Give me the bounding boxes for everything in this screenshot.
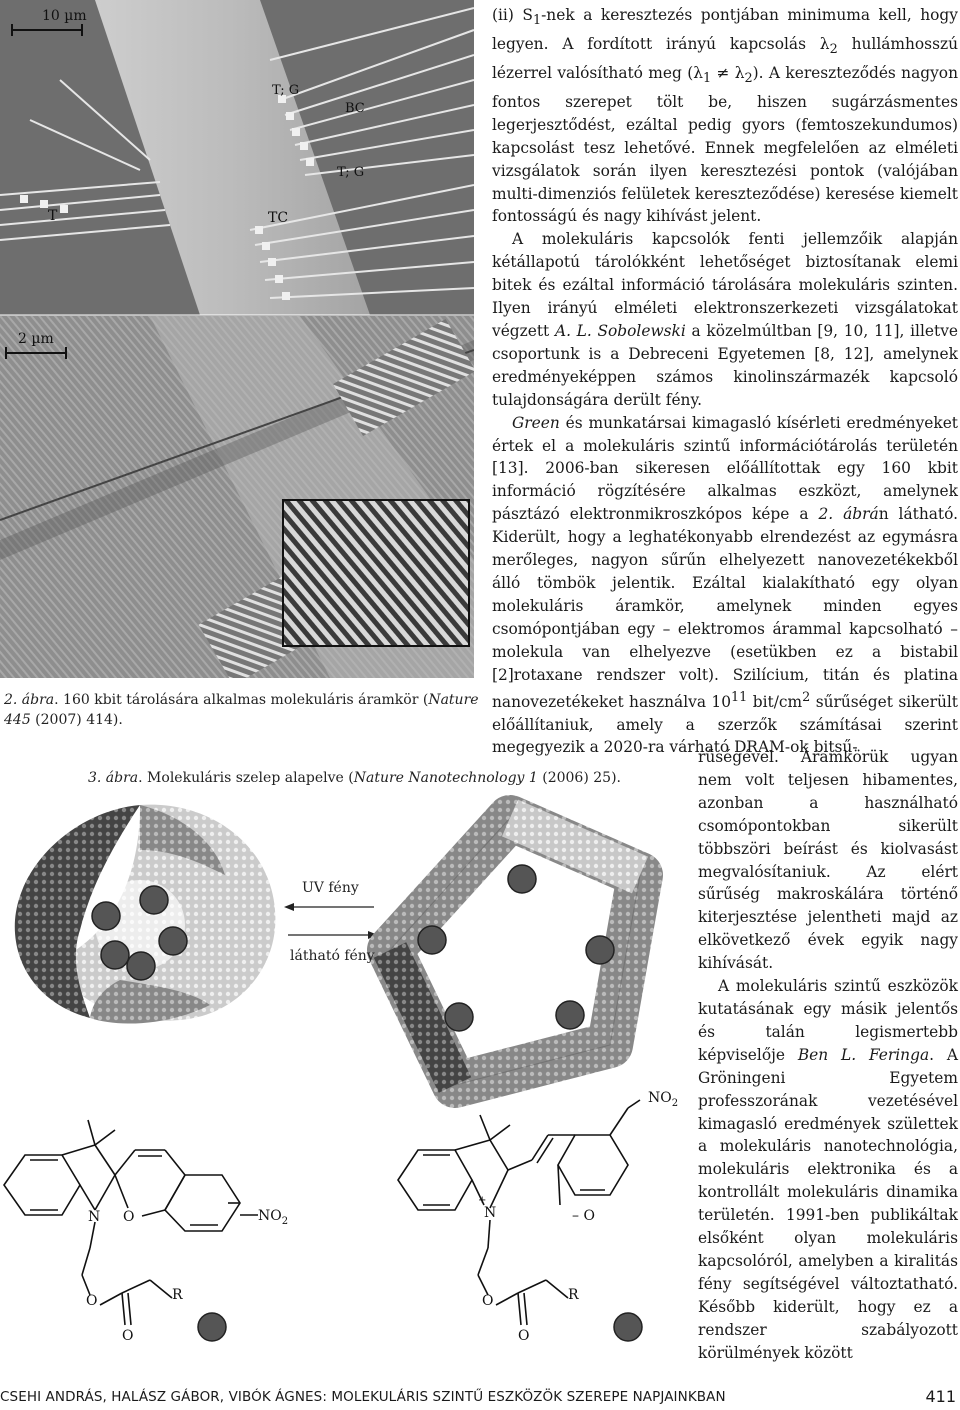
figure2-caption-journal: Nature bbox=[428, 692, 479, 708]
protein-closed bbox=[15, 805, 276, 1024]
chem-n-right: N bbox=[484, 1205, 497, 1221]
label-tc: TC bbox=[268, 210, 289, 226]
merocyanine-structure bbox=[398, 1100, 640, 1325]
body-text-lower-column bbox=[698, 746, 958, 1364]
label-tg-1: T; G bbox=[272, 83, 300, 98]
molecular-valve-figure bbox=[0, 790, 690, 1370]
chem-o-carbonyl-left: O bbox=[122, 1328, 134, 1344]
figure3-caption-journal: Nature Nanotechnology 1 bbox=[353, 770, 538, 786]
chem-o-ester-left: O bbox=[86, 1293, 98, 1309]
scale-label-top: 10 µm bbox=[42, 8, 87, 24]
visible-light-label: látható fény bbox=[290, 948, 375, 964]
figure2-caption-rest: (2007) 414). bbox=[30, 712, 123, 728]
chem-plus: + bbox=[478, 1195, 487, 1206]
chem-o-minus: – O bbox=[572, 1208, 595, 1224]
paragraph-4: A molekuláris szintű eszközök kutatásának egy másik jelentős és talán legismertebb képviselője Ben L. Feringa. A Gröningeni Egyetem professzorának vezetésével kimagasló eredmények születtek a molekuláris nanotechnológia, molekuláris elektronika és a kontrollált molekuláris dinamika területén. 1991-ben publikáltak elsőként olyan molekuláris kapcsolóról, amelyben a kiralitás fény segítségével változtatható. Később kiderült, hogy ez a rendszer szabályozott körülmények között bbox=[698, 977, 958, 1362]
ball-marker-right bbox=[614, 1313, 642, 1341]
figure3-caption-text: . Molekuláris szelep alapelve ( bbox=[138, 770, 354, 786]
chem-no2-left: $NO_2$ bbox=[258, 1208, 289, 1227]
switch-arrows bbox=[284, 903, 378, 939]
footer-authors: CSEHI ANDRÁS, HALÁSZ GÁBOR, VIBÓK ÁGNES: MOLEKULÁRIS SZINTŰ ESZKÖZÖK SZEREPE NAPJAINKBAN bbox=[0, 1389, 726, 1405]
protein-open bbox=[390, 818, 640, 1085]
figure3-caption-rest: (2006) 25). bbox=[537, 770, 621, 786]
chem-o-carbonyl-right: O bbox=[518, 1328, 530, 1344]
molecular-valve-drawing bbox=[0, 790, 690, 1370]
body-text-column bbox=[492, 4, 958, 759]
chem-no2-right: $NO_2$ bbox=[648, 1090, 679, 1109]
paragraph-3-continued: rűségével. Áramkörük ugyan nem volt teljesen hibamentes, azonban a használható csomópontokban sikerült többszöri beírást és kiolvasást megvalósítaniuk. Az elért sűrűség makroskálára történő kiterjesztése jelentheti majd az elkövetkező évek egyik nagy kihívását. bbox=[698, 748, 958, 973]
chem-r-left: R bbox=[172, 1287, 183, 1303]
paragraph-1: (ii) $S_1$-nek a keresztezés pontjában minimuma kell, hogy legyen. A fordított irányú kapcsolás $\lambda_2$ hullámhosszú lézerrel valósítható meg $(\lambda_1 \ne \lambda_2)$. A kereszteződés nagyon fontos szerepet tölt be, hiszen sugárzásmentes legerjesztődést, ezáltal pedig gyors (femtoszekundumos) kapcsolást tesz lehetővé. Ennek megfelelően az elméleti vizsgálatok során ilyen keresztezési pontok (valójában multi-dimenziós felületek kereszteződése) keresése kiemelt fontosságú és nagy kihívást jelent. bbox=[492, 6, 959, 226]
page-number: 411 bbox=[925, 1387, 956, 1406]
figure2-caption-vol: 445 bbox=[4, 712, 31, 728]
figure2-caption-text: . 160 kbit tárolására alkalmas molekuláris áramkör ( bbox=[54, 692, 429, 708]
label-tg-2: T; G bbox=[337, 165, 365, 180]
scale-label-mid: 2 µm bbox=[18, 331, 54, 347]
figure2-caption-num: 2. ábra bbox=[4, 692, 55, 708]
uv-light-label: UV fény bbox=[302, 880, 359, 896]
figure2-caption bbox=[4, 690, 482, 730]
sem-figure bbox=[0, 0, 474, 678]
label-bc: BC bbox=[345, 101, 365, 116]
ball-marker-left bbox=[198, 1313, 226, 1341]
sem-image bbox=[0, 0, 474, 678]
paragraph-2: A molekuláris kapcsolók fenti jellemzőik alapján kétállapotú tárolókként lehetőséget biztosítanak elemi bitek és ezáltal információ tárolására molekuláris szinten. Ilyen irányú elméleti elektronszerkezeti vizsgálatokat végzett A. L. Sobolewski a közelmúltban [9, 10, 11], illetve csoportunk is a Debreceni Egyetemen [8, 12], amelynek eredményeképpen számos kinolinszármazék kapcsoló tulajdonságára derült fény. bbox=[492, 230, 958, 409]
chem-o-left: O bbox=[123, 1209, 135, 1225]
figure3-caption bbox=[88, 768, 688, 788]
chem-r-right: R bbox=[568, 1287, 579, 1303]
page-footer bbox=[0, 1387, 960, 1409]
paragraph-3: Green és munkatársai kimagasló kísérleti eredményeket értek el a molekuláris szintű információtárolás területén [13]. 2006-ban sikeresen előállítottak egy 160 kbit információ rögzítésére alkalmas eszközt, amelynek pásztázó elektronmikroszkópos képe a 2. ábrán látható. Kiderült, hogy a leghatékonyabb elrendezést az egymásra merőleges, nagyon sűrűn elhelyezett nanovezetékekből álló tömbök jelentik. Ezáltal kialakítható egy olyan molekuláris áramkör, amelynek minden egyes csomópontjában egy – elektromos árammal kapcsolható – molekula van elhelyezve (esetükben ez a bistabil [2]rotaxane rendszer volt). Szilícium, titán és platina nanovezetékeket használva $10^{11}$ bit/$cm^2$ sűrűséget sikerült előállítaniuk, amely a szerzők számításai szerint megegyezik a 2020-ra várható DRAM-ok bitsű- bbox=[492, 413, 959, 757]
figure3-caption-num: 3. ábra bbox=[88, 770, 139, 786]
label-t: T bbox=[48, 208, 58, 224]
chem-o-ester-right: O bbox=[482, 1293, 494, 1309]
chem-n-left: N bbox=[88, 1209, 101, 1225]
